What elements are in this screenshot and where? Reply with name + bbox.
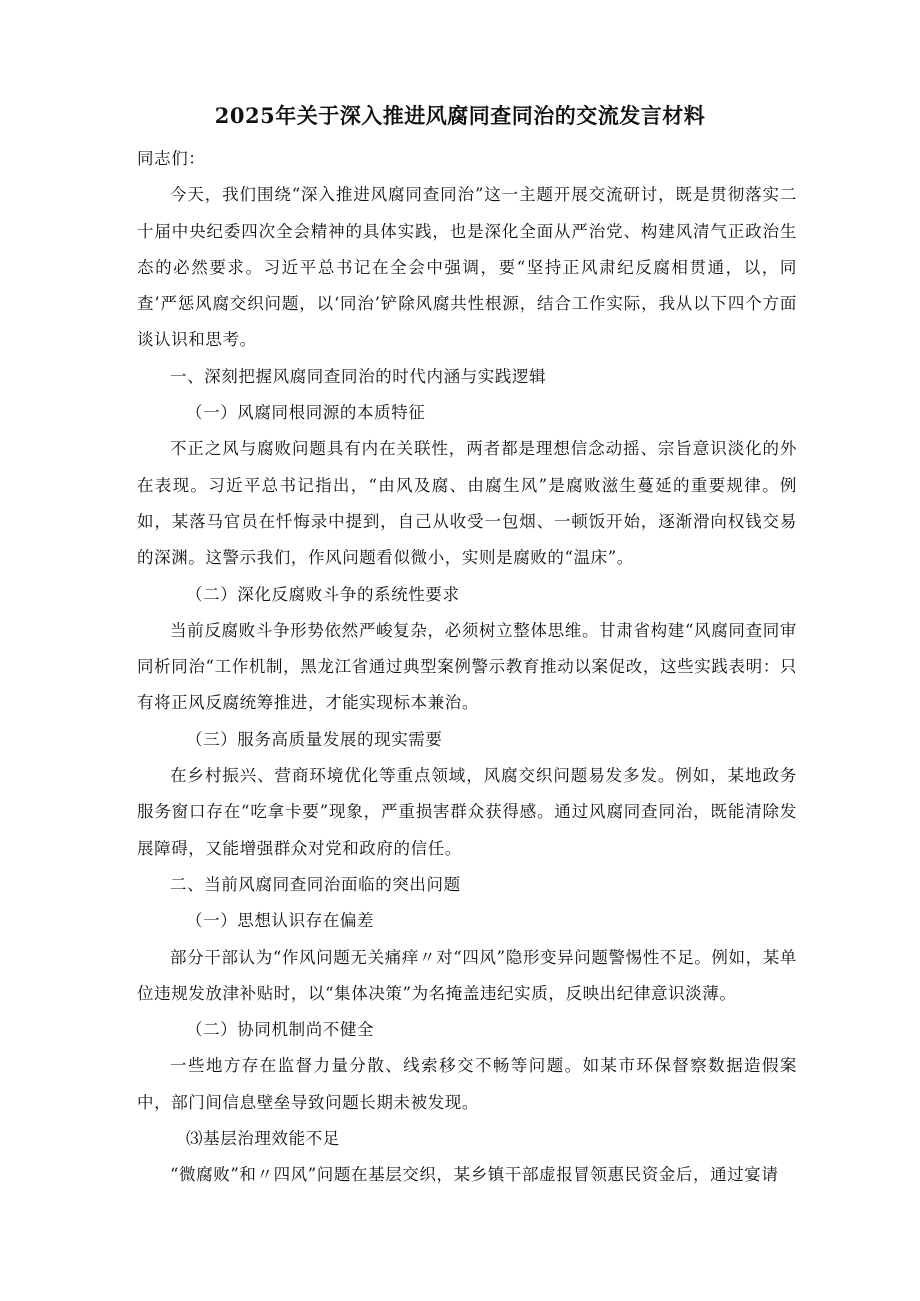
document-body <box>137 141 797 1194</box>
paragraph: 不正之风与腐败问题具有内在关联性，两者都是理想信念动摇、宗旨意识淡化的外在表现。习近平总书记指出，“由风及腐、由腐生风”是腐败滋生蔓延的重要规律。例如，某落马官员在忏悔录中提到，自己从收受一包烟、一顿饭开始，逐渐滑向权钱交易的深渊。这警示我们，作风问题看似微小，实则是腐败的“温床”。 <box>137 439 797 568</box>
paragraph: 一些地方存在监督力量分散、线索移交不畅等问题。如某市环保督察数据造假案中，部门间信息壁垒导致问题长期未被发现。 <box>137 1056 797 1112</box>
subheading-1-3: （三）服务高质量发展的现实需要 <box>186 729 443 749</box>
document-title: 2025年关于深入推进风腐同查同治的交流发言材料 <box>214 103 706 128</box>
subheading-1-2: （二）深化反腐败斗争的系统性要求 <box>186 584 460 604</box>
heading-section-1: 一、深刻把握风腐同查同治的时代内涵与实践逻辑 <box>170 366 547 386</box>
paragraph: 在乡村振兴、营商环境优化等重点领域，风腐交织问题易发多发。例如，某地政务服务窗口存在“吃拿卡要”现象，严重损害群众获得感。通过风腐同查同治，既能清除发展障碍，又能增强群众对党和政府的信任。 <box>137 766 797 858</box>
paragraph: 部分干部认为“作风问题无关痛痒〃对“四风”隐形变异问题警惕性不足。例如，某单位违规发放津补贴时，以“集体决策”为名掩盖违纪实质，反映出纪律意识淡薄。 <box>137 947 797 1003</box>
subheading-2-1: （一）思想认识存在偏差 <box>186 911 375 931</box>
paragraph-intro: 今天，我们围绕“深入推进风腐同查同治”这一主题开展交流研讨，既是贯彻落实二十届中央纪委四次全会精神的具体实践，也是深化全面从严治党、构建风清气正政治生态的必然要求。习近平总书记在全会中强调，要“坚持正风肃纪反腐相贯通，以，同查’严惩风腐交织问题，以‘同治’铲除风腐共性根源，结合工作实际，我从以下四个方面谈认识和思考。 <box>137 185 797 350</box>
heading-section-2: 二、当前风腐同查同治面临的突出问题 <box>170 874 461 894</box>
subheading-2-3: ⑶基层治理效能不足 <box>186 1129 340 1149</box>
subheading-2-2: （二）协同机制尚不健全 <box>186 1020 375 1040</box>
subheading-1-1: （一）风腐同根同源的本质特征 <box>186 403 426 423</box>
paragraph: “微腐败”和〃四风”问题在基层交织，某乡镇干部虚报冒领惠民资金后，通过宴请 <box>170 1165 779 1185</box>
paragraph: 当前反腐败斗争形势依然严峻复杂，必须树立整体思维。甘肃省构建“风腐同查同审同析同治“工作机制，黑龙江省通过典型案例警示教育推动以案促改，这些实践表明：只有将正风反腐统筹推进，才能实现标本兼治。 <box>137 620 797 713</box>
salutation: 同志们： <box>137 149 206 168</box>
